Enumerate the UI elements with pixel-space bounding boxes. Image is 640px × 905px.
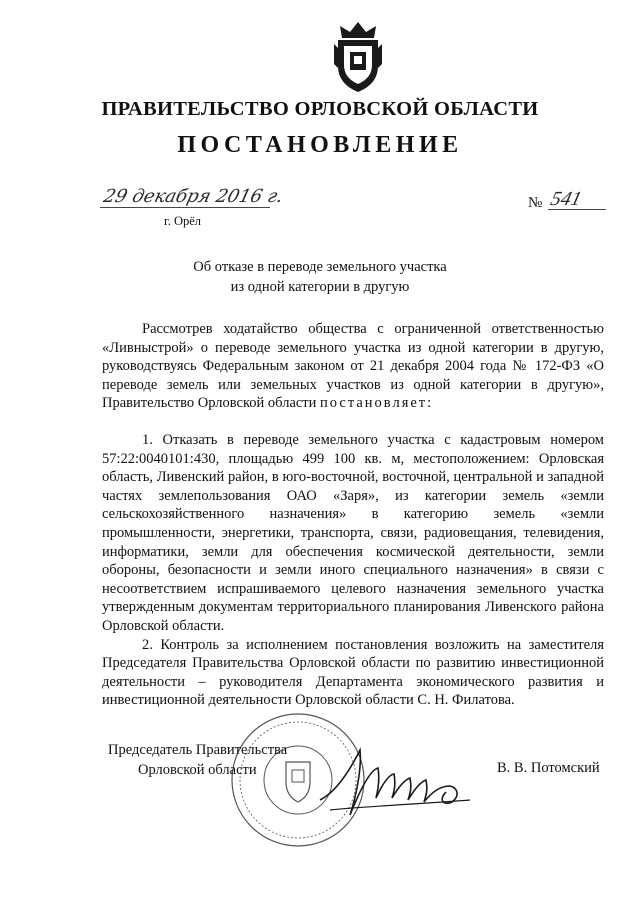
date-underline <box>100 207 270 208</box>
subject-line: Об отказе в переводе земельного участка <box>193 259 447 275</box>
signatory-name: В. В. Потомский <box>497 760 600 776</box>
position-line: Орловской области <box>138 762 257 778</box>
intro-text: Рассмотрев ходатайство общества с ограниченной ответственностью «Ливныстрой» о переводе земельного участка из одной категории в другую, руководствуясь Федеральным законом от 21 декабря 2004 года № 172-ФЗ «О переводе земель или земельных участков из одной категории в другую», Правительство Орловской области <box>102 321 604 412</box>
signatory-position <box>108 740 287 780</box>
number-label: № <box>528 195 543 211</box>
intro-paragraph <box>102 320 604 413</box>
city: г. Орёл <box>164 214 202 228</box>
handwritten-number: 541 <box>548 188 584 210</box>
document-body <box>102 320 604 710</box>
decree-word: постановляет: <box>320 395 434 412</box>
government-title: ПРАВИТЕЛЬСТВО ОРЛОВСКОЙ ОБЛАСТИ <box>101 98 539 120</box>
document-subject <box>0 257 640 297</box>
document-type: ПОСТАНОВЛЕНИЕ <box>177 132 463 158</box>
clause-2: 2. Контроль за исполнением постановления возложить на заместителя Председателя Правительства Орловской области по развитию инвестиционной деятельности – руководителя Департамента экономического развития и инвестиционной деятельности Орловской области С. Н. Филатова. <box>102 636 604 709</box>
clause-1: 1. Отказать в переводе земельного участка с кадастровым номером 57:22:0040101:430, площадью 499 100 кв. м, местоположением: Орловская область, Ливенский район, в юго-восточной, восточной, центральной и западной частях землепользования ОАО «Заря», из категории земель «земли сельскохозяйственного назначения» в категорию земель «земли промышленности, энергетики, транспорта, связи, радиовещания, телевидения, информатики, земли для обеспечения космической деятельности, земли обороны, безопасности и земли иного специального назначения» в связи с несоответствием испрашиваемого целевого назначения земельного участка утвержденным документам территориального планирования Ливенского района Орловской области. <box>102 431 604 634</box>
coat-of-arms-icon <box>330 18 386 94</box>
position-line: Председатель Правительства <box>108 742 288 758</box>
number-underline <box>548 209 606 210</box>
handwritten-signature-icon <box>300 730 480 830</box>
handwritten-date: 29 декабря 2016 г. <box>101 186 286 207</box>
subject-line: из одной категории в другую <box>230 279 410 295</box>
